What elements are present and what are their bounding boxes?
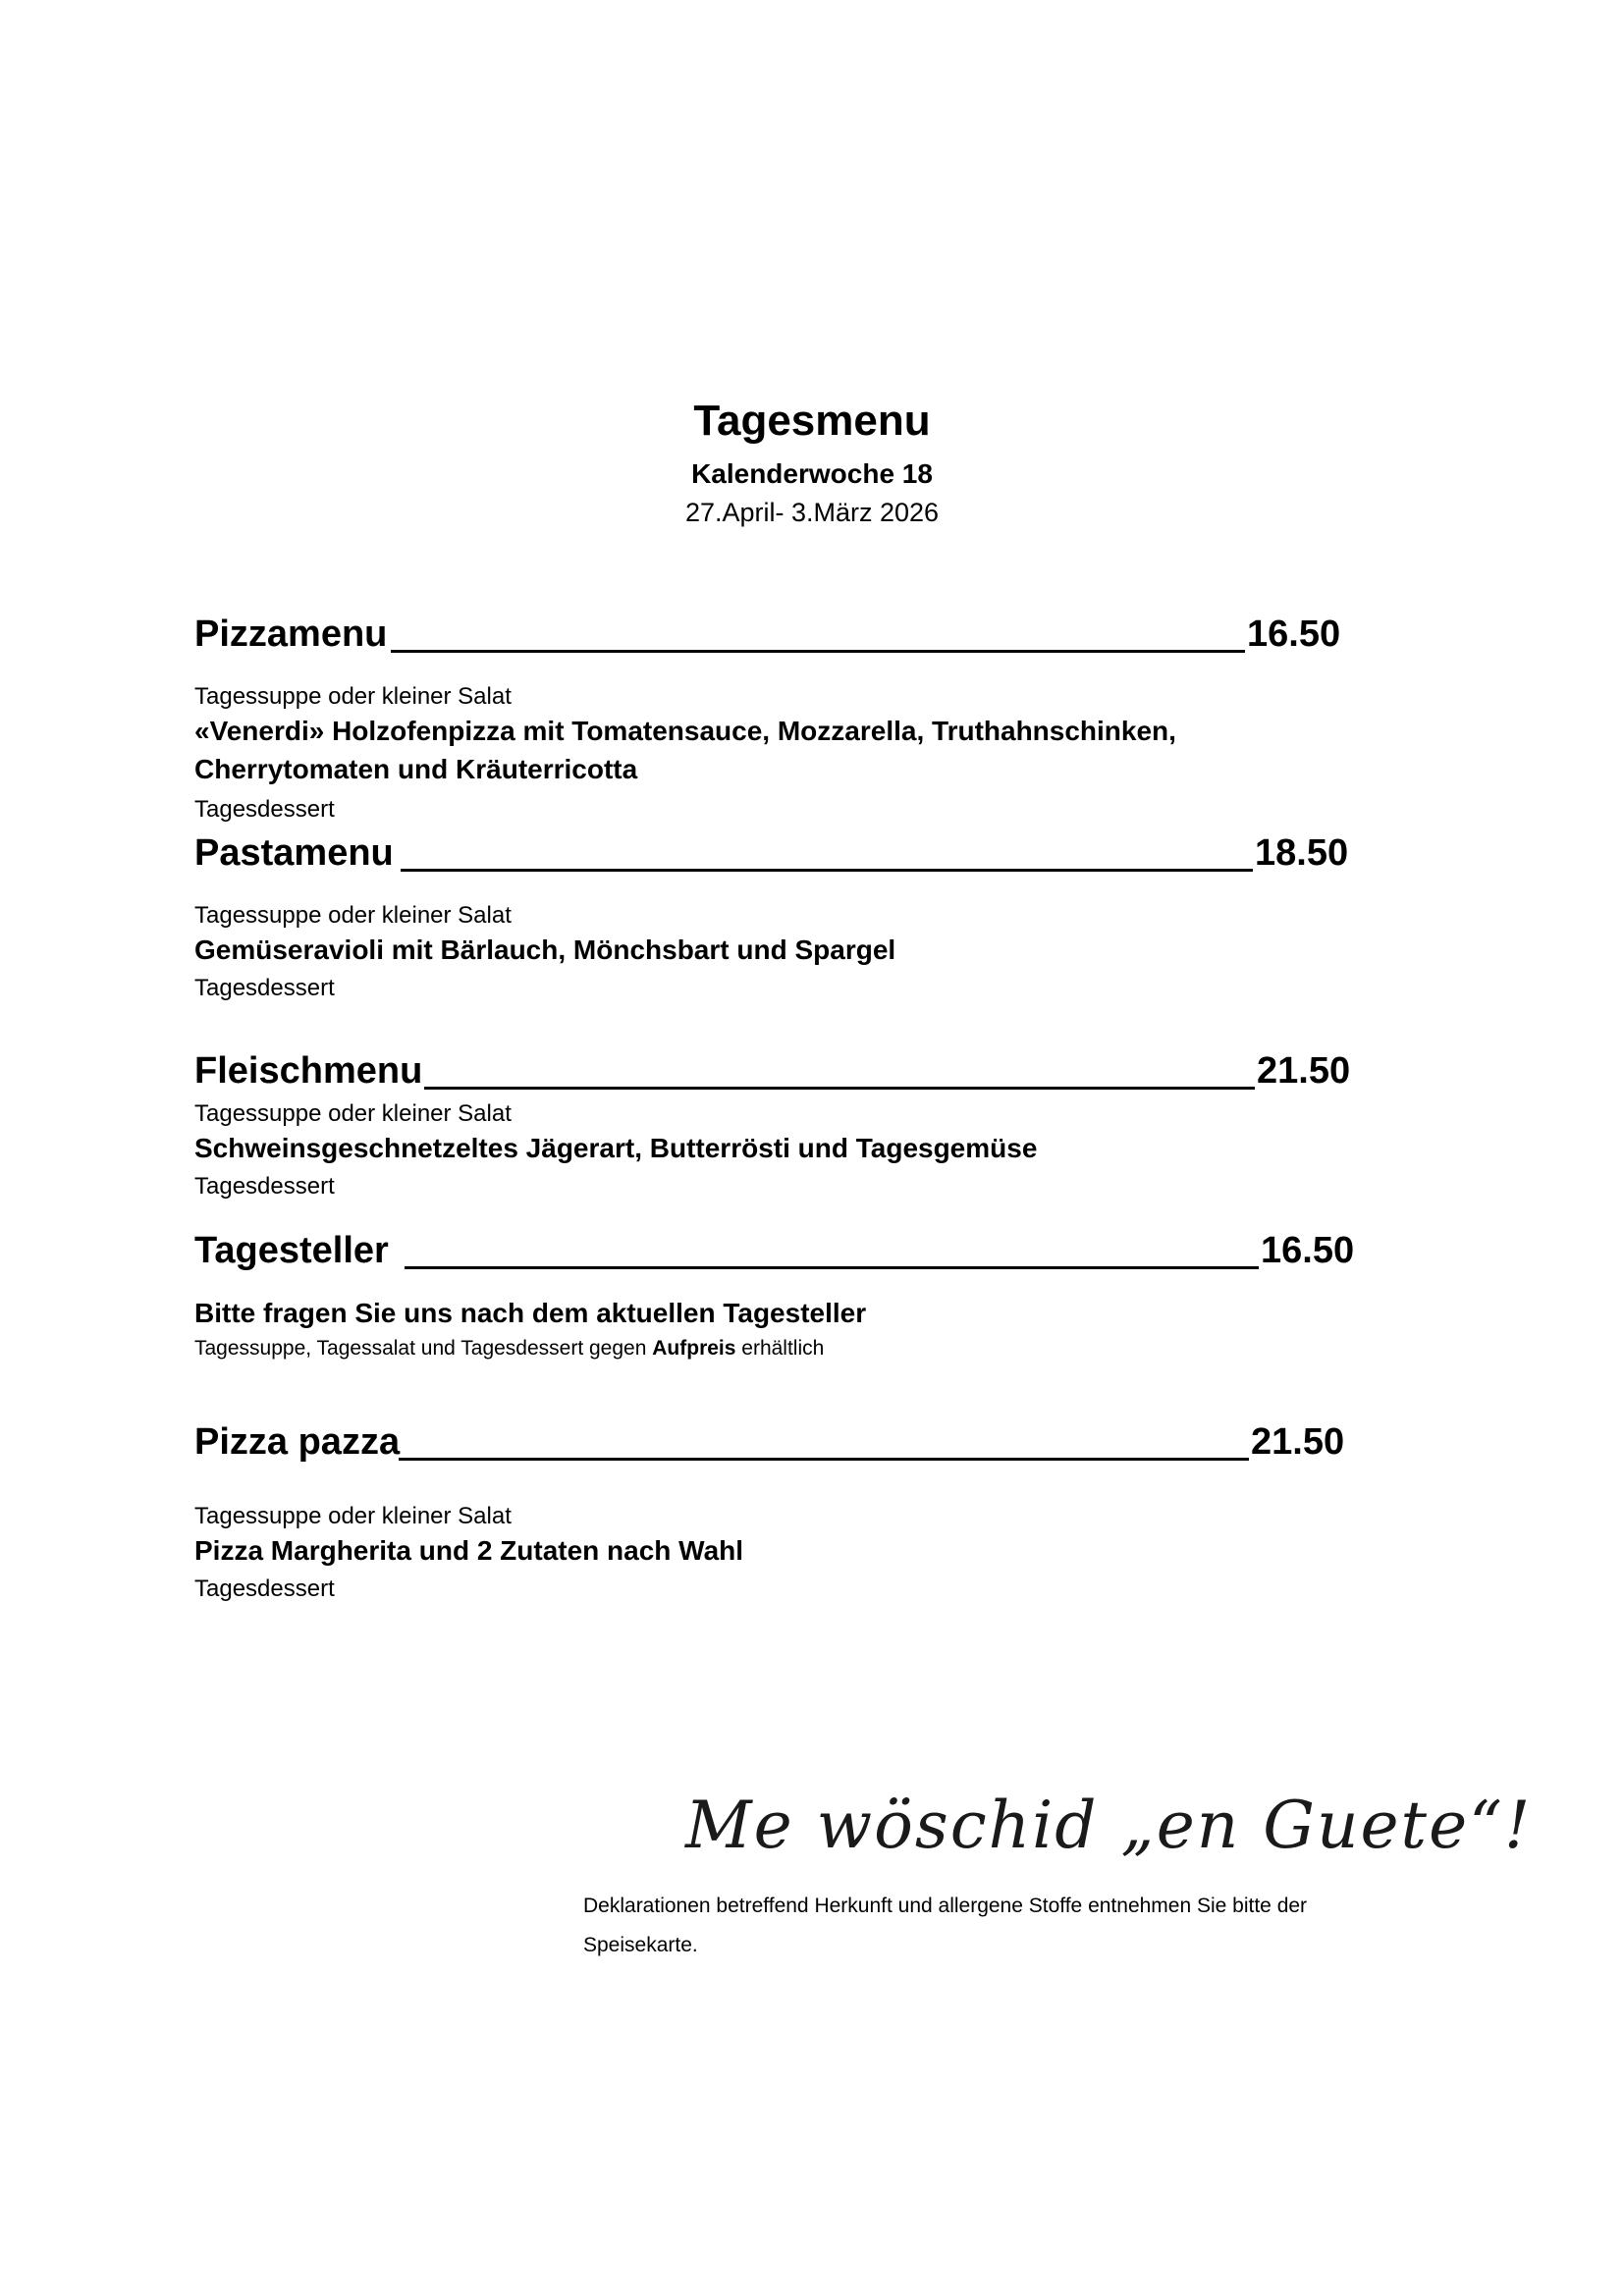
menu-title-fleischmenu: Fleischmenu xyxy=(194,1050,423,1092)
menu-title-pizzamenu: Pizzamenu xyxy=(194,614,388,655)
menu-main-dish: Gemüseravioli mit Bärlauch, Mönchsbart und Spargel xyxy=(194,934,896,965)
menu-note-emphasis: Aufpreis xyxy=(652,1337,736,1360)
menu-title-pastamenu: Pastamenu xyxy=(194,832,394,874)
signature xyxy=(677,1767,1533,1875)
menu-starter: Tagessuppe oder kleiner Salat xyxy=(194,902,512,929)
menu-dessert: Tagesdessert xyxy=(194,796,335,823)
menu-price-pizzamenu: 16.50 xyxy=(1247,614,1341,655)
svg-text:Me wöschid „en Guete“!: Me wöschid „en Guete“! xyxy=(685,1788,1533,1863)
menu-note xyxy=(194,1335,824,1362)
menu-title-tagesteller: Tagesteller xyxy=(194,1230,389,1271)
menu-starter: Tagessuppe oder kleiner Salat xyxy=(194,1100,512,1127)
menu-starter: Tagessuppe oder kleiner Salat xyxy=(194,1503,512,1529)
date-range: 27.April- 3.März 2026 xyxy=(684,498,940,527)
menu-leader-line xyxy=(424,1087,1255,1090)
calendar-week: Kalenderwoche 18 xyxy=(691,458,933,489)
menu-note-text: Tagessuppe, Tagessalat und Tagesdessert gegen xyxy=(194,1337,653,1360)
menu-leader-line xyxy=(401,869,1253,872)
menu-main-dish-continued: Cherrytomaten und Kräuterricotta xyxy=(194,754,638,784)
menu-main-dish: Schweinsgeschnetzeltes Jägerart, Butterrösti und Tagesgemüse xyxy=(194,1133,1038,1163)
page-title: Tagesmenu xyxy=(693,397,931,445)
menu-price-pastamenu: 18.50 xyxy=(1255,832,1349,874)
signature-script xyxy=(677,1767,1533,1875)
menu-dessert: Tagesdessert xyxy=(194,975,335,1001)
menu-title-pizza-pazza: Pizza pazza xyxy=(194,1421,401,1463)
allergen-notice-line2: Speisekarte. xyxy=(583,1934,698,1956)
menu-dessert: Tagesdessert xyxy=(194,1575,335,1602)
menu-price-pizza-pazza: 21.50 xyxy=(1251,1421,1345,1463)
menu-leader-line xyxy=(391,650,1245,653)
menu-main-dish: Bitte fragen Sie uns nach dem aktuellen Tagesteller xyxy=(194,1298,867,1328)
menu-note-text-end: erhältlich xyxy=(735,1337,825,1360)
menu-price-tagesteller: 16.50 xyxy=(1261,1230,1355,1271)
menu-leader-line xyxy=(405,1266,1259,1269)
allergen-notice-line1: Deklarationen betreffend Herkunft und allergene Stoffe entnehmen Sie bitte der xyxy=(583,1895,1308,1917)
menu-main-dish: «Venerdi» Holzofenpizza mit Tomatensauce, Mozzarella, Truthahnschinken, xyxy=(194,716,1176,746)
allergen-notice xyxy=(583,1887,1428,1965)
menu-leader-line xyxy=(399,1458,1249,1461)
menu-main-dish: Pizza Margherita und 2 Zutaten nach Wahl xyxy=(194,1535,744,1566)
menu-dessert: Tagesdessert xyxy=(194,1173,335,1200)
menu-price-fleischmenu: 21.50 xyxy=(1257,1050,1351,1092)
menu-starter: Tagessuppe oder kleiner Salat xyxy=(194,683,512,710)
